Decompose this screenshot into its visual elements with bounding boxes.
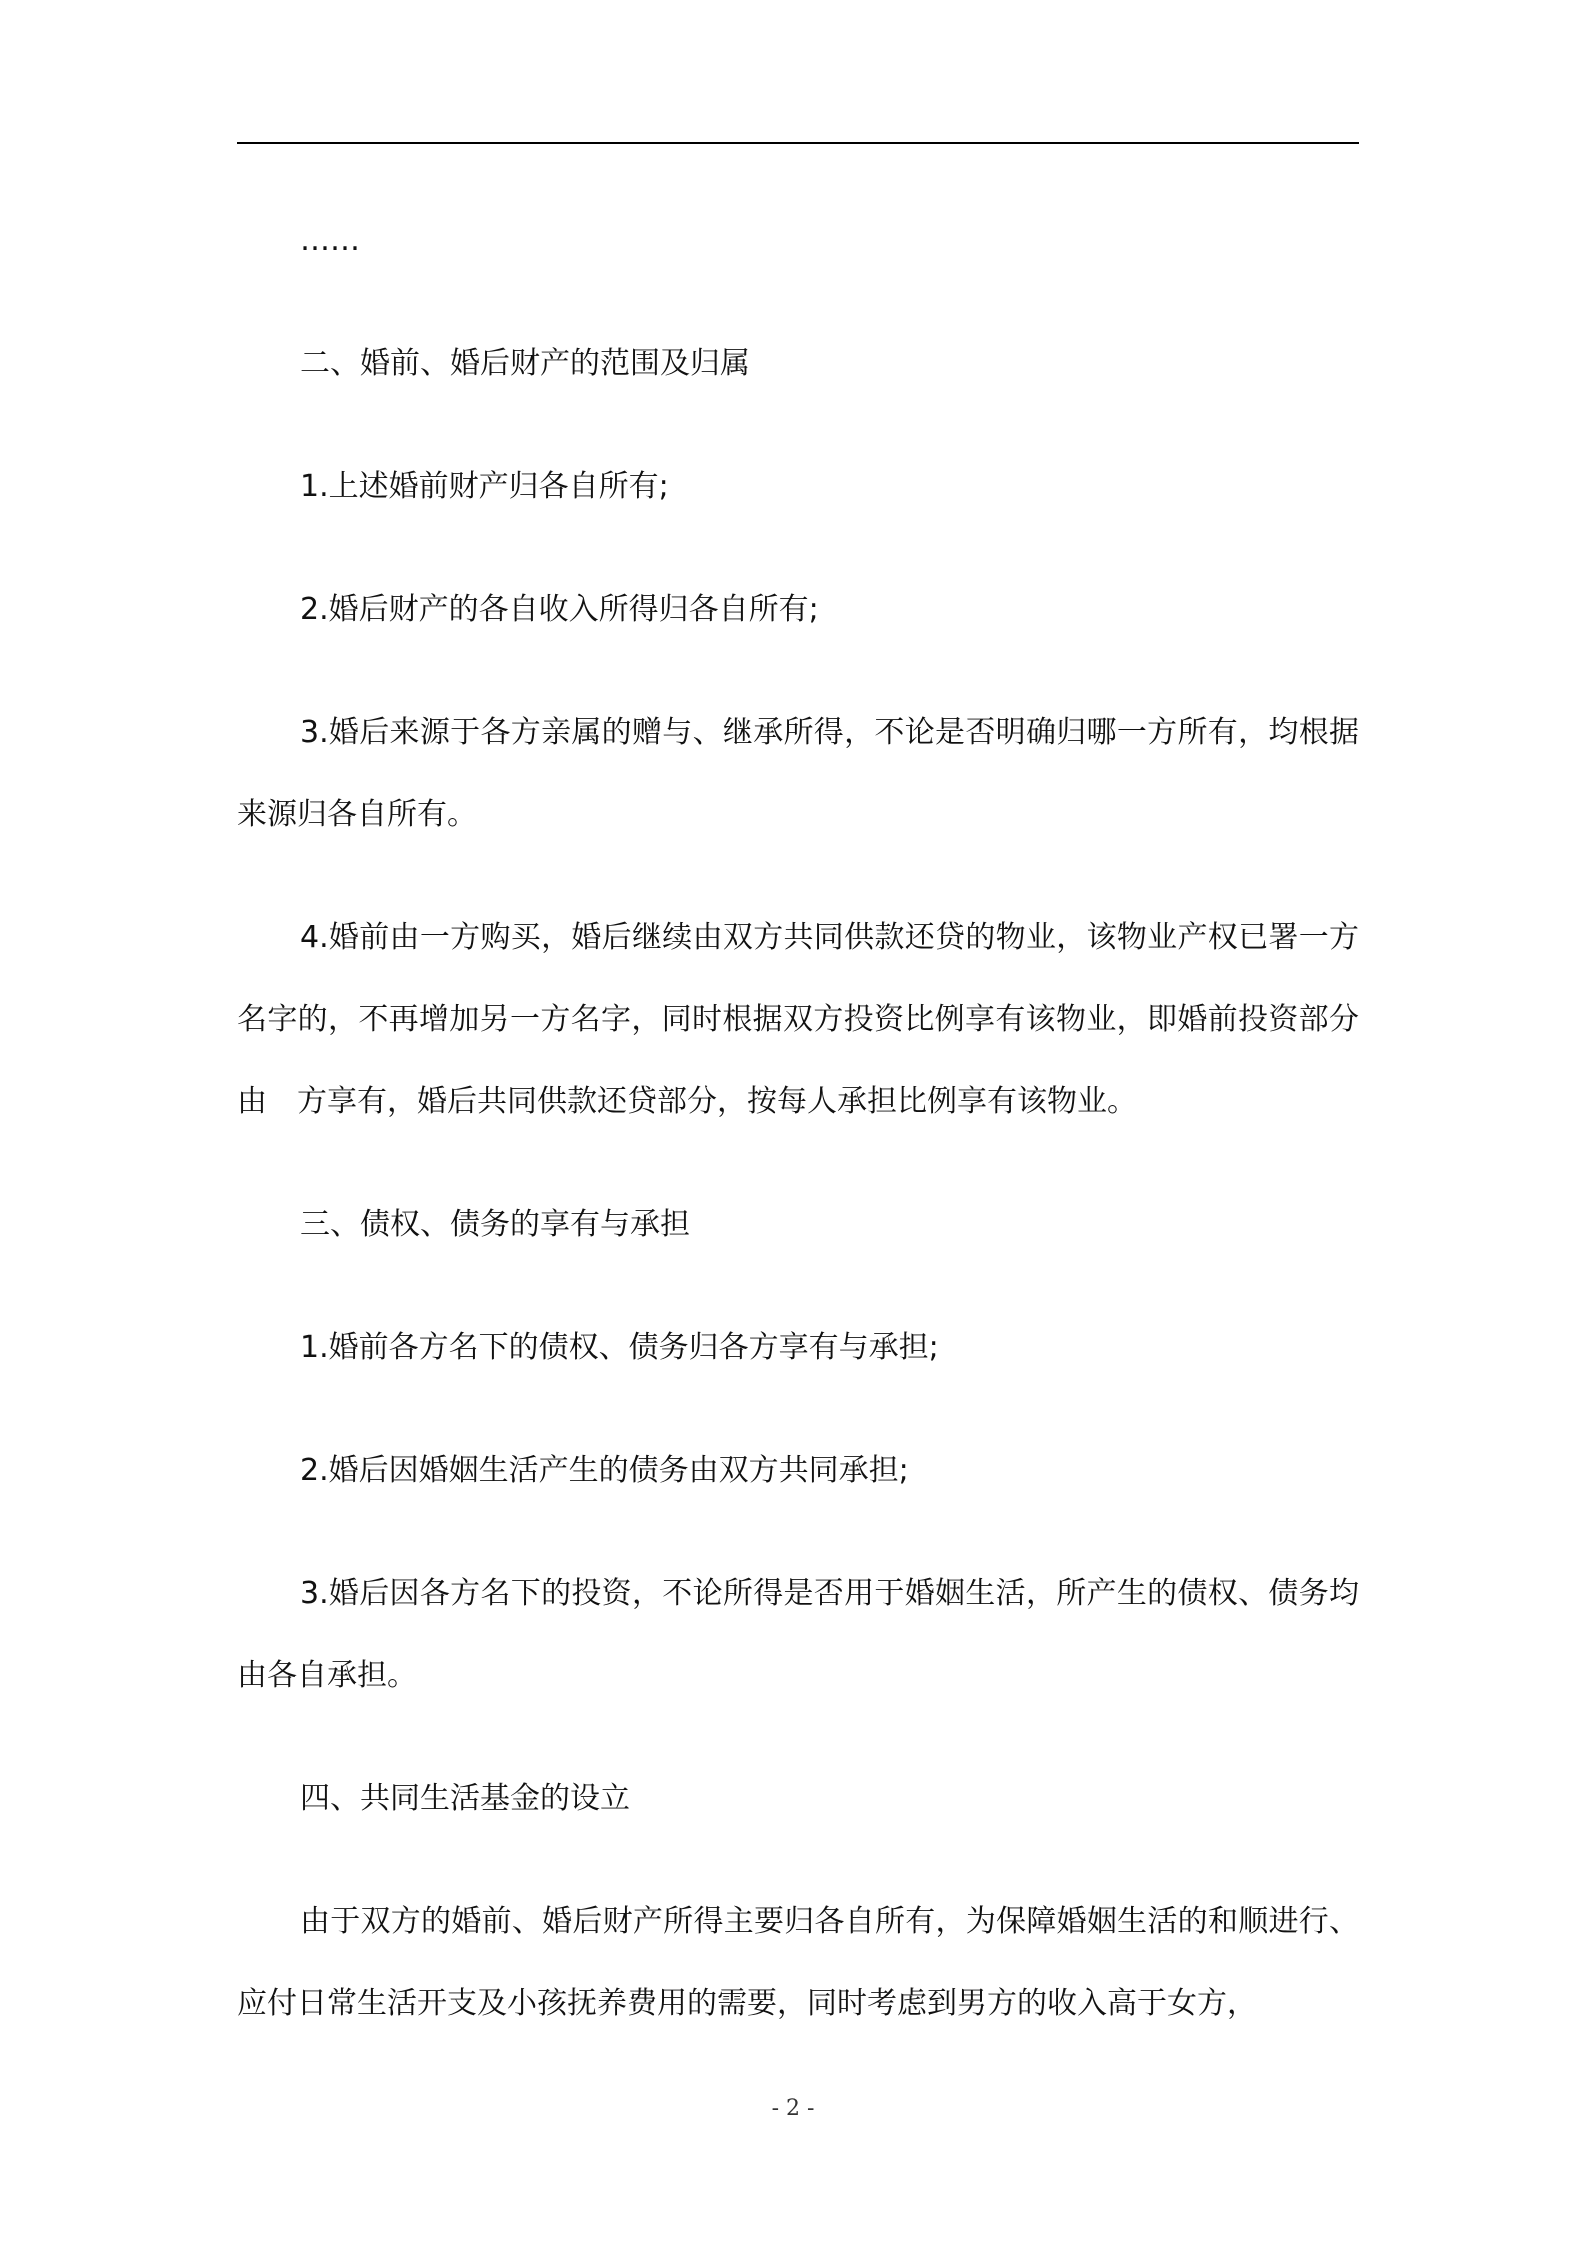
clause-2-1: 1.上述婚前财产归各自所有;	[300, 469, 669, 504]
clause-3-3: 3.婚后因各方名下的投资，不论所得是否用于婚姻生活，所产生的债权、债务均由各自承担。	[237, 1576, 1359, 1693]
clause-4-intro: 由于双方的婚前、婚后财产所得主要归各自所有，为保障婚姻生活的和顺进行、应付日常生活开支及小孩抚养费用的需要，同时考虑到男方的收入高于女方，	[237, 1904, 1359, 2021]
clause-3-2: 2.婚后因婚姻生活产生的债务由双方共同承担;	[300, 1453, 909, 1488]
clause-2-2: 2.婚后财产的各自收入所得归各自所有;	[300, 592, 819, 627]
clause-3-1: 1.婚前各方名下的债权、债务归各方享有与承担;	[300, 1330, 939, 1365]
clause-2-3: 3.婚后来源于各方亲属的赠与、继承所得，不论是否明确归哪一方所有，均根据来源归各自所有。	[237, 715, 1359, 832]
header-rule	[237, 142, 1359, 144]
section-heading-4: 四、共同生活基金的设立	[300, 1781, 630, 1816]
document-body	[237, 200, 1359, 2045]
ellipsis-line: ……	[300, 223, 360, 258]
clause-2-4: 4.婚前由一方购买，婚后继续由双方共同供款还贷的物业，该物业产权已署一方名字的，不再增加另一方名字，同时根据双方投资比例享有该物业，即婚前投资部分由 方享有，婚后共同供款还贷部分，按每人承担比例享有该物业。	[237, 920, 1359, 1119]
section-heading-2: 二、婚前、婚后财产的范围及归属	[300, 346, 750, 381]
page-number: - 2 -	[771, 2096, 815, 2121]
section-heading-3: 三、债权、债务的享有与承担	[300, 1207, 690, 1242]
